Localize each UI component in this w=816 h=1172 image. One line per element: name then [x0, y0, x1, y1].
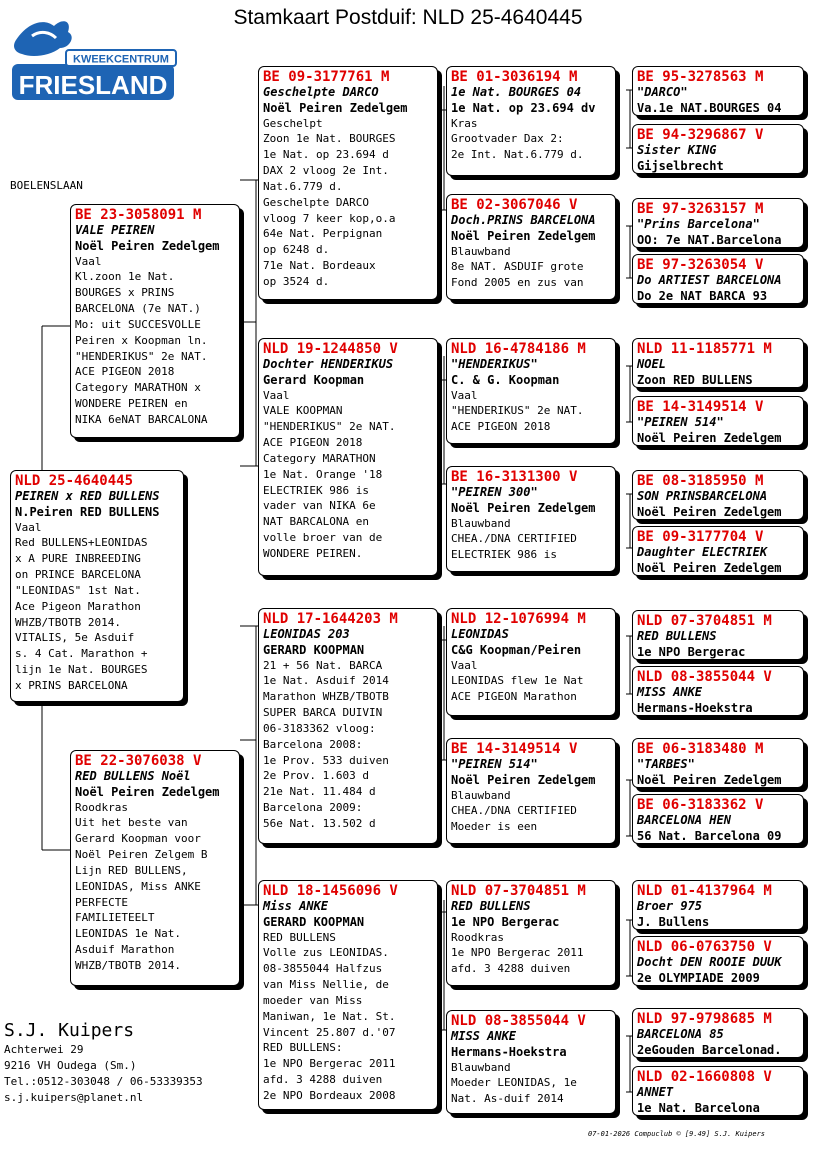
print-footer: 07-01-2026 Compuclub © [9.49] S.J. Kuipers: [588, 1130, 766, 1138]
gen4-card-5[interactable]: [632, 338, 804, 388]
performance-line: Maniwan, 1e Nat. St.: [263, 1009, 396, 1023]
great-grandparent-card-8[interactable]: [446, 1010, 616, 1114]
performance-line: Vincent 25.807 d.'07: [263, 1025, 396, 1039]
performance-line: x PRINS BARCELONA: [15, 679, 128, 693]
breeder: OO: 7e NAT.Barcelona: [637, 233, 782, 247]
performance-line: op 3524 d.: [263, 275, 330, 289]
grandparent-card-1[interactable]: [258, 66, 438, 300]
pigeon-name: "Prins Barcelona": [637, 217, 760, 231]
breeder: 2e OLYMPIADE 2009: [637, 971, 760, 985]
ring-number: NLD 11-1185771 M: [637, 341, 772, 357]
breeder: Noël Peiren Zedelgem: [451, 501, 596, 515]
performance-line: Moeder is een: [451, 819, 538, 833]
ring-number: NLD 07-3704851 M: [637, 613, 772, 629]
performance-line: Fond 2005 en zus van: [451, 275, 584, 289]
performance-line: "HENDERIKUS" 2e NAT.: [263, 419, 396, 433]
performance-line: WONDERE PEIREN.: [263, 547, 363, 561]
performance-line: BOURGES x PRINS: [75, 285, 175, 299]
owner-name: S.J. Kuipers: [4, 1020, 135, 1041]
performance-line: ELECTRIEK 986 is: [451, 547, 557, 561]
ring-number: NLD 97-9798685 M: [637, 1011, 772, 1027]
grandparent-card-4[interactable]: [258, 880, 438, 1110]
performance-line: "HENDERIKUS" 2e NAT.: [75, 349, 208, 363]
performance-line: 2e NPO Bordeaux 2008: [263, 1089, 396, 1103]
ring-number: BE 97-3263054 V: [637, 257, 764, 273]
performance-line: Noël Peiren Zelgem B: [75, 847, 208, 861]
ring-number: BE 01-3036194 M: [451, 69, 578, 85]
pigeon-name: RED BULLENS: [637, 629, 717, 643]
performance-line: 64e Nat. Perpignan: [263, 227, 383, 241]
performance-line: van Miss Nellie, de: [263, 977, 389, 991]
pigeon-name: "HENDERIKUS": [451, 357, 538, 371]
pigeon-name: "TARBES": [637, 757, 695, 771]
ring-number: BE 22-3076038 V: [75, 753, 202, 769]
breeder: Noël Peiren Zedelgem: [637, 773, 782, 787]
breeder: Noël Peiren Zedelgem: [451, 229, 596, 243]
plumage-color: 21 + 56 Nat. BARCA: [263, 659, 383, 672]
pigeon-name: Doch.PRINS BARCELONA: [451, 213, 596, 227]
performance-line: WHZB/TBOTB 2014.: [75, 959, 181, 973]
owner-info: [4, 1020, 203, 1106]
ring-number: NLD 07-3704851 M: [451, 883, 586, 899]
performance-line: 1e Nat. op 23.694 d: [263, 147, 389, 161]
performance-line: Geschelpte DARCO: [263, 195, 369, 209]
performance-line: ACE PIGEON 2018: [451, 419, 551, 433]
pigeon-name: LEONIDAS 203: [263, 627, 350, 641]
plumage-color: Blauwband: [451, 517, 511, 530]
breeder: GERARD KOOPMAN: [263, 643, 365, 657]
plumage-color: Vaal: [451, 659, 478, 672]
performance-line: Peiren x Koopman ln.: [75, 333, 208, 347]
ring-number: BE 14-3149514 V: [637, 399, 764, 415]
performance-line: volle broer van de: [263, 531, 383, 545]
pigeon-name: Geschelpte DARCO: [263, 85, 379, 99]
performance-line: FAMILIETEELT: [75, 911, 155, 925]
performance-line: Nat.6.779 d.: [263, 179, 343, 193]
pigeon-name: NOEL: [637, 357, 666, 371]
performance-line: VITALIS, 5e Asduif: [15, 631, 135, 645]
owner-address: Achterwei 29: [4, 1043, 84, 1056]
gen4-card-8[interactable]: [632, 526, 804, 576]
ring-number: NLD 06-0763750 V: [637, 939, 772, 955]
performance-line: Volle zus LEONIDAS.: [263, 946, 389, 959]
breeder: GERARD KOOPMAN: [263, 915, 365, 929]
plumage-color: Roodkras: [75, 801, 128, 814]
gen4-card-15[interactable]: [632, 1008, 804, 1058]
plumage-color: Blauwband: [451, 245, 511, 258]
pigeon-name: PEIREN x RED BULLENS: [15, 489, 160, 503]
father-card[interactable]: [70, 204, 240, 438]
performance-line: 8e NAT. ASDUIF grote: [451, 260, 584, 273]
performance-line: s. 4 Cat. Marathon +: [15, 647, 148, 661]
great-grandparent-card-6[interactable]: [446, 738, 616, 844]
performance-line: Grootvader Dax 2:: [451, 132, 564, 145]
performance-line: Gerard Koopman voor: [75, 831, 201, 845]
breeder: J. Bullens: [637, 915, 710, 929]
breeder: Noël Peiren Zedelgem: [263, 101, 408, 115]
ring-number: NLD 16-4784186 M: [451, 341, 586, 357]
pigeon-name: RED BULLENS Noël: [75, 769, 191, 783]
pigeon-name: ANNET: [637, 1085, 674, 1099]
ring-number: NLD 12-1076994 M: [451, 611, 586, 627]
great-grandparent-card-2[interactable]: [446, 194, 616, 300]
breeder: Gerard Koopman: [263, 373, 365, 387]
performance-line: RED BULLENS:: [263, 1041, 343, 1055]
plumage-color: Roodkras: [451, 931, 504, 944]
ring-number: BE 09-3177761 M: [263, 69, 390, 85]
pigeon-name: SON PRINSBARCELONA: [637, 489, 768, 503]
owner-phone: Tel.:0512-303048 / 06-53339353: [4, 1075, 203, 1088]
pigeon-name: RED BULLENS: [451, 899, 531, 913]
performance-line: DAX 2 vloog 2e Int.: [263, 163, 389, 177]
performance-line: Moeder LEONIDAS, 1e: [451, 1076, 577, 1089]
performance-line: moeder van Miss: [263, 993, 363, 1007]
grandparent-card-3[interactable]: [258, 608, 438, 844]
breeder: 1e NPO Bergerac: [637, 645, 746, 659]
performance-line: Barcelona 2008:: [263, 737, 363, 751]
loft-name: BOELENSLAAN: [10, 179, 83, 192]
subject-pigeon-card[interactable]: [10, 470, 184, 702]
page-title: Stamkaart Postduif: NLD 25-4640445: [233, 6, 583, 29]
plumage-color: Vaal: [15, 521, 42, 534]
ring-number: BE 14-3149514 V: [451, 741, 578, 757]
ring-number: NLD 01-4137964 M: [637, 883, 772, 899]
pigeon-name: Miss ANKE: [263, 899, 329, 913]
plumage-color: RED BULLENS: [263, 931, 336, 944]
gen4-card-9[interactable]: [632, 610, 804, 660]
performance-line: Nat. As-duif 2014: [451, 1091, 564, 1105]
breeder: 56 Nat. Barcelona 09: [637, 829, 782, 843]
performance-line: 06-3183362 vloog:: [263, 721, 376, 735]
performance-line: LEONIDAS 1e Nat.: [75, 927, 181, 941]
breeder: C&G Koopman/Peiren: [451, 643, 582, 657]
gen4-card-3[interactable]: [632, 198, 804, 248]
great-grandparent-card-1[interactable]: [446, 66, 616, 176]
logo-top-text: KWEEKCENTRUM: [73, 53, 169, 66]
performance-line: on PRINCE BARCELONA: [15, 567, 141, 581]
performance-line: Red BULLENS+LEONIDAS: [15, 536, 148, 549]
pigeon-name: VALE PEIREN: [75, 223, 155, 237]
performance-line: NAT BARCALONA en: [263, 515, 369, 529]
performance-line: CHEA./DNA CERTIFIED: [451, 532, 577, 545]
performance-line: 08-3855044 Halfzus: [263, 961, 383, 975]
performance-line: op 6248 d.: [263, 243, 330, 257]
breeder: Noël Peiren Zedelgem: [637, 505, 782, 519]
gen4-card-7[interactable]: [632, 470, 804, 520]
great-grandparent-card-4[interactable]: [446, 466, 616, 572]
performance-line: VALE KOOPMAN: [263, 404, 343, 417]
breeder: Zoon RED BULLENS: [637, 373, 753, 387]
performance-line: SUPER BARCA DUIVIN: [263, 705, 383, 719]
performance-line: vloog 7 keer kop,o.a: [263, 211, 396, 225]
performance-line: LEONIDAS flew 1e Nat: [451, 674, 584, 687]
breeder: Noël Peiren Zedelgem: [75, 239, 220, 253]
pigeon-name: Broer 975: [637, 899, 703, 913]
performance-line: Category MARATHON x: [75, 381, 201, 395]
gen4-card-11[interactable]: [632, 738, 804, 788]
plumage-color: Vaal: [263, 389, 290, 402]
breeder: Noël Peiren Zedelgem: [637, 561, 782, 575]
pigeon-name: Daughter ELECTRIEK: [637, 545, 768, 559]
performance-line: Zoon 1e Nat. BOURGES: [263, 132, 396, 145]
performance-line: 1e Nat. Orange '18: [263, 467, 383, 481]
performance-line: NIKA 6eNAT BARCALONA: [75, 413, 208, 427]
performance-line: "HENDERIKUS" 2e NAT.: [451, 404, 584, 417]
pigeon-name: "PEIREN 514": [637, 415, 724, 429]
breeder: Gijselbrecht: [637, 159, 724, 173]
pigeon-name: "PEIREN 514": [451, 757, 538, 771]
performance-line: LEONIDAS, Miss ANKE: [75, 879, 201, 893]
gen4-card-1[interactable]: [632, 66, 804, 116]
logo-bottom-text: FRIESLAND: [18, 70, 168, 100]
pigeon-name: BARCELONA HEN: [637, 813, 731, 827]
performance-line: Uit het beste van: [75, 816, 188, 829]
owner-email[interactable]: s.j.kuipers@planet.nl: [4, 1091, 144, 1104]
performance-line: afd. 3 4288 duiven: [263, 1073, 383, 1087]
pigeon-name: Sister KING: [637, 143, 717, 157]
ring-number: BE 16-3131300 V: [451, 469, 578, 485]
breeder: Do 2e NAT BARCA 93: [637, 289, 768, 303]
plumage-color: Geschelpt: [263, 117, 323, 130]
performance-line: "LEONIDAS" 1st Nat.: [15, 583, 141, 597]
performance-line: afd. 3 4288 duiven: [451, 961, 571, 975]
performance-line: 1e NPO Bergerac 2011: [263, 1057, 396, 1071]
performance-line: 21e Nat. 11.484 d: [263, 785, 376, 799]
performance-line: 56e Nat. 13.502 d: [263, 817, 376, 831]
owner-city: 9216 VH Oudega (Sm.): [4, 1059, 137, 1072]
plumage-color: Blauwband: [451, 789, 511, 802]
breeder: Noël Peiren Zedelgem: [451, 773, 596, 787]
ring-number: NLD 18-1456096 V: [263, 883, 398, 899]
pigeon-name: "PEIREN 300": [451, 485, 538, 499]
performance-line: 1e Nat. Asduif 2014: [263, 674, 389, 687]
performance-line: vader van NIKA 6e: [263, 499, 376, 513]
pigeon-name: 1e Nat. BOURGES 04: [451, 85, 582, 99]
breeder: 1e Nat. op 23.694 dv: [451, 101, 596, 115]
great-grandparent-card-7[interactable]: [446, 880, 616, 986]
performance-line: Lijn RED BULLENS,: [75, 863, 188, 877]
performance-line: 71e Nat. Bordeaux: [263, 259, 376, 273]
performance-line: 1e Prov. 533 duiven: [263, 753, 389, 767]
ring-number: BE 94-3296867 V: [637, 127, 764, 143]
breeder: Hermans-Hoekstra: [451, 1045, 567, 1059]
performance-line: Barcelona 2009:: [263, 801, 363, 815]
ring-number: NLD 19-1244850 V: [263, 341, 398, 357]
ring-number: NLD 08-3855044 V: [451, 1013, 586, 1029]
gen4-card-6[interactable]: [632, 396, 804, 446]
pigeon-name: Dochter HENDERIKUS: [263, 357, 394, 371]
gen4-card-10[interactable]: [632, 666, 804, 716]
ring-number: BE 08-3185950 M: [637, 473, 764, 489]
performance-line: BARCELONA (7e NAT.): [75, 301, 201, 315]
performance-line: ELECTRIEK 986 is: [263, 483, 369, 497]
ring-number: NLD 02-1660808 V: [637, 1069, 772, 1085]
ring-number: BE 06-3183480 M: [637, 741, 764, 757]
performance-line: Asduif Marathon: [75, 943, 175, 957]
performance-line: 1e NPO Bergerac 2011: [451, 946, 584, 959]
performance-line: Ace Pigeon Marathon: [15, 599, 141, 613]
pigeon-name: Docht DEN ROOIE DUUK: [637, 955, 782, 969]
performance-line: x A PURE INBREEDING: [15, 551, 141, 565]
gen4-card-12[interactable]: [632, 794, 804, 844]
mother-card[interactable]: [70, 750, 240, 986]
breeder: N.Peiren RED BULLENS: [15, 505, 160, 519]
performance-line: 2e Prov. 1.603 d: [263, 769, 369, 783]
pigeon-name: BARCELONA 85: [637, 1027, 724, 1041]
performance-line: WONDERE PEIREN en: [75, 397, 188, 411]
breeder: 2eGouden Barcelonad.: [637, 1043, 782, 1057]
performance-line: ACE PIGEON 2018: [263, 435, 363, 449]
pigeon-name: MISS ANKE: [637, 685, 703, 699]
ring-number: BE 23-3058091 M: [75, 207, 202, 223]
plumage-color: Blauwband: [451, 1061, 511, 1074]
plumage-color: Vaal: [75, 255, 102, 268]
performance-line: lijn 1e Nat. BOURGES: [15, 663, 148, 677]
breeder: C. & G. Koopman: [451, 373, 560, 387]
performance-line: Kl.zoon 1e Nat.: [75, 270, 175, 283]
performance-line: 2e Int. Nat.6.779 d.: [451, 147, 584, 161]
plumage-color: Vaal: [451, 389, 478, 402]
ring-number: BE 09-3177704 V: [637, 529, 764, 545]
great-grandparent-card-5[interactable]: [446, 608, 616, 716]
ring-number: NLD 25-4640445: [15, 473, 134, 489]
breeder: 1e Nat. Barcelona: [637, 1101, 760, 1115]
pigeon-name: MISS ANKE: [451, 1029, 517, 1043]
performance-line: Mo: uit SUCCESVOLLE: [75, 317, 201, 331]
gen4-card-16[interactable]: [632, 1066, 804, 1116]
performance-line: WHZB/TBOTB 2014.: [15, 615, 121, 629]
grandparent-card-2[interactable]: [258, 338, 438, 576]
breeder: Va.1e NAT.BOURGES 04: [637, 101, 782, 115]
ring-number: BE 97-3263157 M: [637, 201, 764, 217]
performance-line: Marathon WHZB/TBOTB: [263, 689, 389, 703]
breeder: 1e NPO Bergerac: [451, 915, 560, 929]
performance-line: CHEA./DNA CERTIFIED: [451, 804, 577, 817]
gen4-card-13[interactable]: [632, 880, 804, 930]
plumage-color: Kras: [451, 117, 478, 130]
ring-number: BE 95-3278563 M: [637, 69, 764, 85]
breeder: Hermans-Hoekstra: [637, 701, 753, 715]
performance-line: PERFECTE: [75, 895, 128, 909]
ring-number: NLD 08-3855044 V: [637, 669, 772, 685]
ring-number: NLD 17-1644203 M: [263, 611, 398, 627]
performance-line: ACE PIGEON Marathon: [451, 689, 577, 703]
gen4-card-14[interactable]: [632, 936, 804, 986]
performance-line: ACE PIGEON 2018: [75, 365, 175, 379]
pigeon-name: "DARCO": [637, 85, 688, 99]
breeder: Noël Peiren Zedelgem: [75, 785, 220, 799]
gen4-card-4[interactable]: [632, 254, 804, 304]
pigeon-name: LEONIDAS: [451, 627, 509, 641]
breeder: Noël Peiren Zedelgem: [637, 431, 782, 445]
great-grandparent-card-3[interactable]: [446, 338, 616, 444]
ring-number: BE 02-3067046 V: [451, 197, 578, 213]
ring-number: BE 06-3183362 V: [637, 797, 764, 813]
pigeon-name: Do ARTIEST BARCELONA: [637, 273, 782, 287]
gen4-card-2[interactable]: [632, 124, 804, 174]
performance-line: Category MARATHON: [263, 451, 376, 465]
